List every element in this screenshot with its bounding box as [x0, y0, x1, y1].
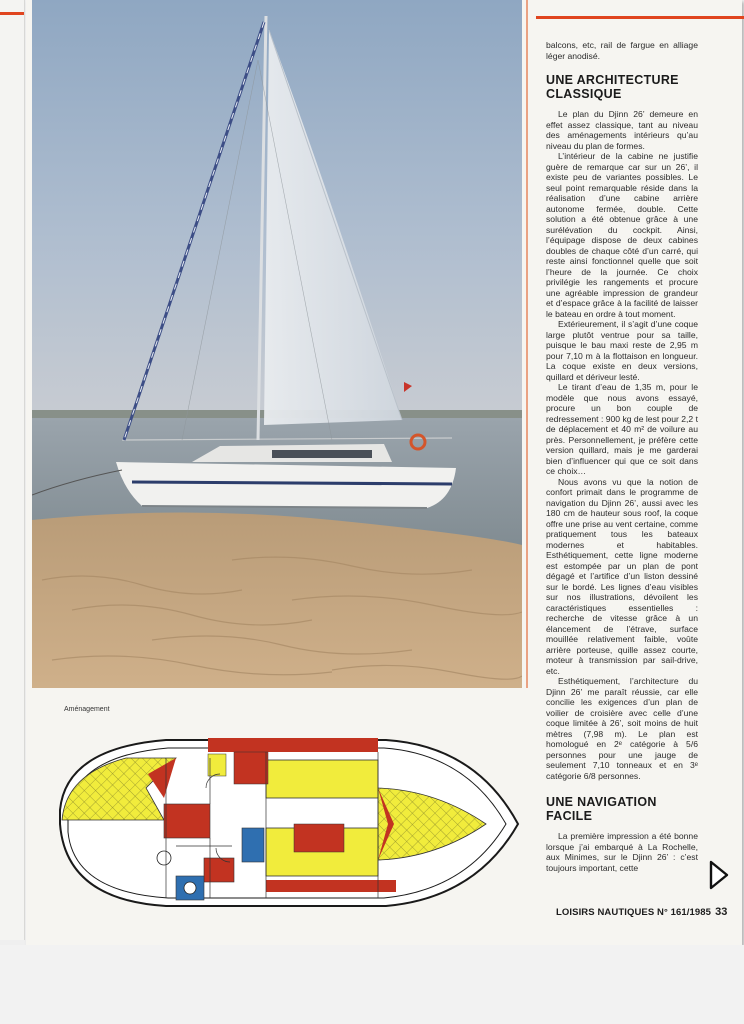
paragraph-confort: Nous avons vu que la notion de confort primait dans le programme de navigation du Djinn 26’, aussi avec les 180 cm de hauteur sous roof, la coque offre une prise au vent certaine, comme pratiquement tous les bateaux modernes et habitables. Esthétiquement, cette ligne moderne est estompée par un plan de pont dégagé et l’artifice d’un liston dessiné sur le bordé. Les lignes d’eau visibles sur nos illustrations, dévoilent les caractéristiques essentielles : recherche de vitesse grâce à un élancement de l’étrave, surface mouillée relativement faible, voûte arrière porteuse, quille assez courte, moteur à transmission par sail-drive, etc. [546, 476, 698, 676]
next-page-arrow-icon [708, 860, 730, 890]
accommodation-plan [56, 728, 522, 908]
paragraph-exterieur: Extérieurement, il s’agit d’une coque large plutôt ventrue pour sa taille, puisque le bau maxi reste de 2,95 m pour 7,10 m à la flottaison en longueur. La coque existe en deux versions, quillard et dériveur lesté. [546, 319, 698, 382]
background-below-page [0, 945, 744, 1024]
paragraph-plan: Le plan du Djinn 26’ demeure en effet assez classique, tant au niveau des aménagements intérieurs qu’au niveau du plan de formes. [546, 109, 698, 151]
header-accent-rule [536, 16, 744, 19]
page-number: 33 [715, 906, 728, 918]
edge-accent-rule [0, 12, 24, 15]
intro-paragraph: balcons, etc, rail de fargue en alliage léger anodisé. [546, 40, 698, 61]
sailboat-photo [32, 0, 522, 688]
magazine-issue: LOISIRS NAUTIQUES N° 161/1985 [556, 907, 712, 918]
column-divider [526, 0, 528, 688]
paragraph-interieur: L’intérieur de la cabine ne justifie guère de remarque car sur un 26’, il existe peu de variantes possibles. Le seul point remarquable réside dans la réalisation d’une cabine arrière autonome fermée, double. Cette solution a été obtenue grâce à une surélévation du cockpit. Ainsi, l’équipage dispose de deux cabines doubles de chaque côté d’un carré, qui reste ainsi fonctionnel quelle que soit l’heure de la journée. Ce choix privilégie les rangements et procure une agréable impression de grandeur et d’espace grâce à la facilité de laisser le bateau en ordre à tout moment. [546, 151, 698, 319]
article-column [546, 40, 698, 873]
paragraph-tirant: Le tirant d’eau de 1,35 m, pour le modèle que nous avons essayé, procure un bon couple de redressement : 900 kg de lest pour 2,2 t de déplacement et 40 m² de voilure au près. Personnellement, je préfère cette version quillard, mais je me garderai bien d’influencer qui que ce soit dans ce choix… [546, 382, 698, 476]
heading-navigation: UNE NAVIGATION FACILE [546, 795, 657, 823]
paragraph-esthetique: Esthétiquement, l’architecture du Djinn 26’ me paraît réussie, car elle concilie les exigences d’un plan de voilier de croisière avec celle d’une coque limitée à 26’, soit moins de huit mètres (7,98 m). Le plan est homologué en 2ᵉ catégorie à 5/6 personnes pour une jauge de seulement 7,10 tonneaux et en 3ᵉ catégorie 6/8 personnes. [546, 676, 698, 781]
plan-caption: Aménagement [64, 706, 110, 713]
previous-page-edge [0, 0, 25, 940]
heading-architecture: UNE ARCHITECTURE CLASSIQUE [546, 73, 679, 101]
page-footer [556, 906, 728, 918]
paragraph-impression: La première impression a été bonne lorsque j’ai embarqué à La Rochelle, aux Minimes, sur le Djinn 26’ : c’est toujours important, cette [546, 831, 698, 873]
